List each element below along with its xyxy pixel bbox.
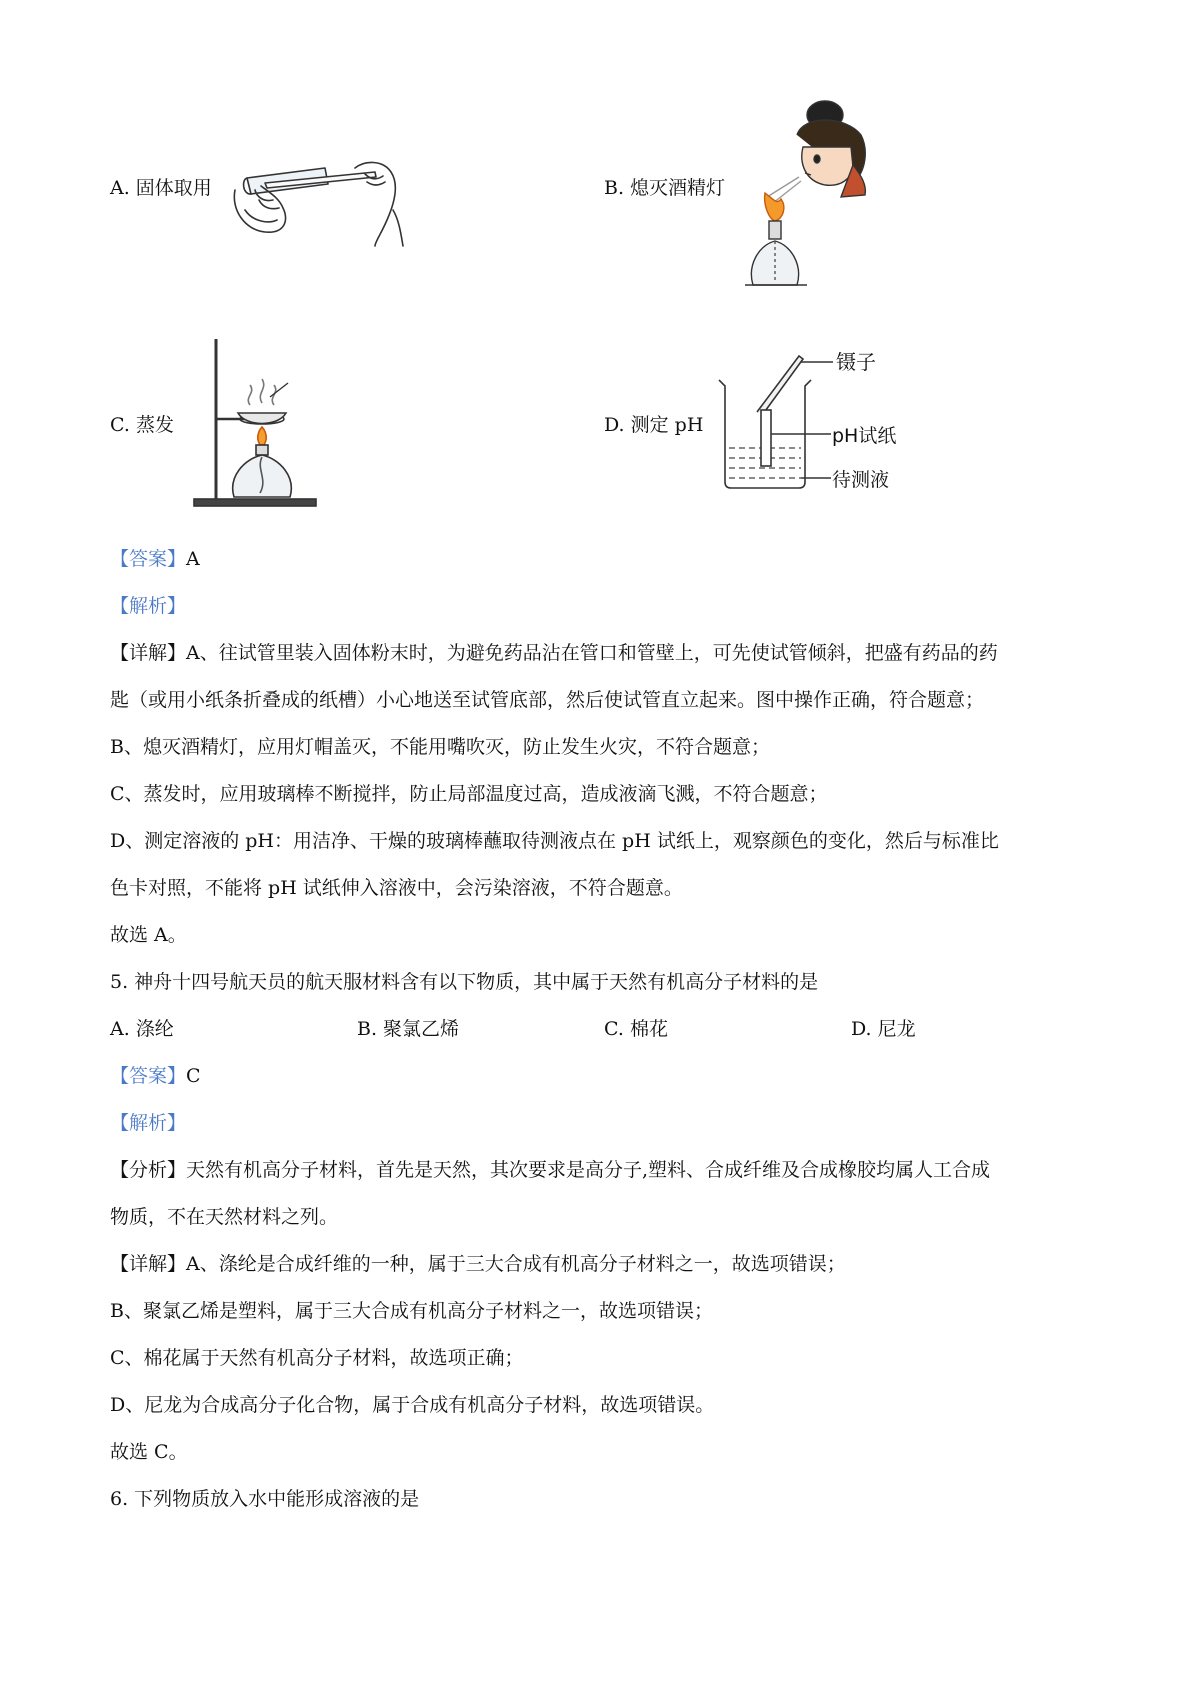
q5-detail-line: B、聚氯乙烯是塑料，属于三大合成有机高分子材料之一，故选项错误； (110, 1300, 713, 1322)
q5-analysis-tag-line (110, 1100, 1100, 1147)
q5-detail-line (110, 1241, 1100, 1288)
answer-tag: 【答案】 (110, 1065, 187, 1087)
analysis-tag: 【解析】 (110, 1112, 187, 1134)
ph-paper-label: pH试纸 (832, 425, 897, 447)
q5-fenxi-line: 物质，不在天然材料之列。 (110, 1206, 339, 1228)
q4-detail-line: C、蒸发时，应用玻璃棒不断搅拌，防止局部温度过高，造成液滴飞溅，不符合题意； (110, 783, 828, 805)
test-liquid-label: 待测液 (832, 469, 890, 491)
q4-answer: A (186, 548, 200, 570)
q5-solution (110, 1053, 1100, 1523)
q5-choice-a: A. 涤纶 (110, 1018, 174, 1040)
detail-text: A、涤纶是合成纤维的一种，属于三大合成有机高分子材料之一，故选项错误； (186, 1253, 846, 1275)
q4-detail-line: B、熄灭酒精灯，应用灯帽盖灭，不能用嘴吹灭，防止发生火灾，不符合题意； (110, 736, 770, 758)
fenxi-tag: 【分析】 (110, 1159, 187, 1181)
q5-fenxi-line (110, 1147, 1100, 1194)
q4-analysis-tag-line (110, 583, 1100, 630)
option-a-label: A. 固体取用 (110, 177, 212, 199)
option-b-label: B. 熄灭酒精灯 (604, 177, 726, 199)
q4-detail-line (110, 630, 1100, 677)
q5-choice-c: C. 棉花 (604, 1018, 668, 1040)
answer-tag: 【答案】 (110, 548, 187, 570)
detail-tag: 【详解】 (110, 642, 187, 664)
blowing-alcohol-lamp-figure (745, 95, 890, 305)
option-d-label: D. 测定 pH (604, 414, 704, 436)
q5-detail-line: D、尼龙为合成高分子化合物，属于合成有机高分子材料，故选项错误。 (110, 1394, 715, 1416)
q4-answer-line (110, 536, 1100, 583)
q4-detail-line: D、测定溶液的 pH：用洁净、干燥的玻璃棒蘸取待测液点在 pH 试纸上，观察颜色的变化，然后与标准比 (110, 830, 999, 852)
q5-answer-line (110, 1053, 1100, 1100)
test-tube-solid-figure (225, 150, 425, 250)
ph-test-figure (715, 350, 905, 500)
q5-answer: C (186, 1065, 201, 1087)
q5-stem: 5. 神舟十四号航天员的航天服材料含有以下物质，其中属于天然有机高分子材料的是 (110, 971, 819, 993)
evaporation-setup-figure (190, 335, 320, 510)
q4-solution (110, 536, 1100, 1006)
q6-stem: 6. 下列物质放入水中能形成溶液的是 (110, 1488, 420, 1510)
tweezers-label: 镊子 (836, 350, 876, 374)
q4-conclusion: 故选 A。 (110, 924, 187, 946)
detail-text: A、往试管里装入固体粉末时，为避免药品沾在管口和管壁上，可先使试管倾斜，把盛有药品的药 (186, 642, 998, 664)
q4-detail-line: 匙（或用小纸条折叠成的纸槽）小心地送至试管底部，然后使试管直立起来。图中操作正确，符合题意； (110, 689, 985, 711)
q5-choices (110, 1006, 1100, 1053)
q5-conclusion: 故选 C。 (110, 1441, 188, 1463)
q4-detail-line: 色卡对照，不能将 pH 试纸伸入溶液中，会污染溶液，不符合题意。 (110, 877, 683, 899)
q5-detail-line: C、棉花属于天然有机高分子材料，故选项正确； (110, 1347, 524, 1369)
fenxi-text: 天然有机高分子材料，首先是天然，其次要求是高分子,塑料、合成纤维及合成橡胶均属人工合成 (186, 1159, 991, 1181)
q5-choice-b: B. 聚氯乙烯 (357, 1018, 460, 1040)
q5-choice-d: D. 尼龙 (851, 1018, 916, 1040)
option-c-label: C. 蒸发 (110, 414, 174, 436)
analysis-tag: 【解析】 (110, 595, 187, 617)
detail-tag: 【详解】 (110, 1253, 187, 1275)
